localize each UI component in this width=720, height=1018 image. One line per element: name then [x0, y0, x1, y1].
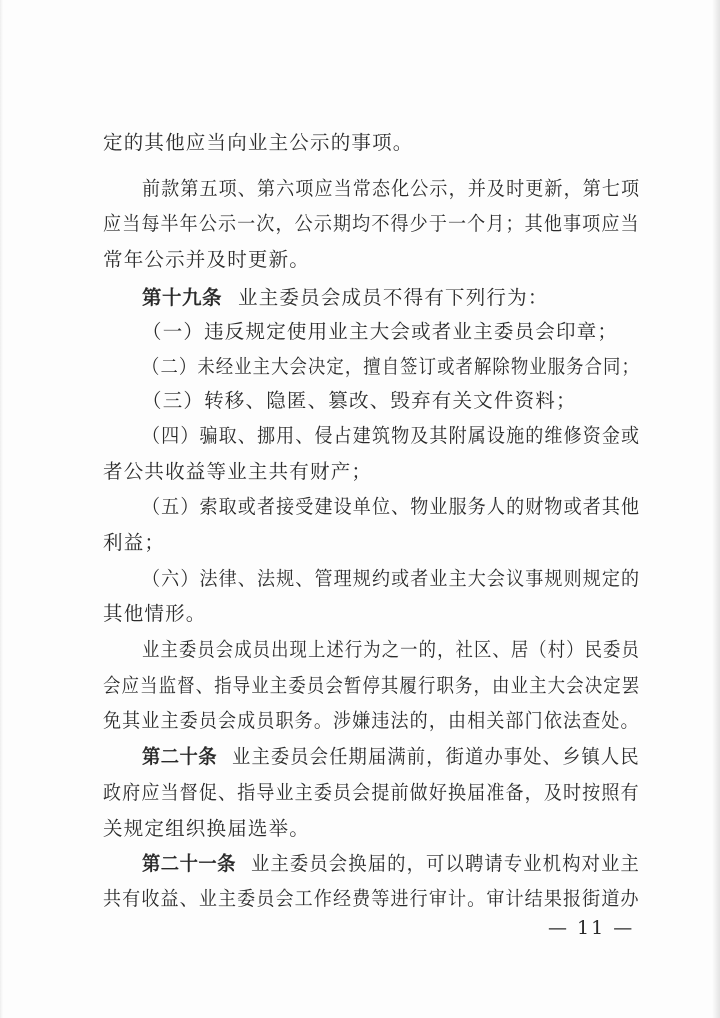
text-line-7: （二）未经业主大会决定，擅自签订或者解除物业服务合同；	[142, 355, 640, 378]
text-line-1: 定的其他应当向业主公示的事项。	[103, 131, 414, 154]
text-line-6: （一）违反规定使用业主大会或者业主委员会印章；	[142, 320, 619, 343]
text-line-11: （五）索取或者接受建设单位、物业服务人的财物或者其他	[142, 495, 641, 518]
text-line-14: 其他情形。	[103, 602, 207, 625]
text-line-10: 者公共收益等业主共有财产；	[103, 460, 373, 483]
text-line-16: 会应当监督、指导业主委员会暂停其履行职务，由业主大会决定罢	[103, 674, 641, 697]
article-19-text: 业主委员会成员不得有下列行为：	[238, 286, 549, 309]
article-19-line	[142, 286, 549, 310]
page-number: — 11 —	[548, 917, 635, 939]
text-line-8: （三）转移、隐匿、篡改、毁弃有关文件资料；	[142, 389, 577, 412]
article-19-heading: 第十九条	[142, 286, 223, 309]
article-20-text: 业主委员会任期届满前，街道办事处、乡镇人民	[232, 745, 640, 768]
article-21-text: 业主委员会换届的，可以聘请专业机构对业主	[251, 852, 641, 875]
text-line-13: （六）法律、法规、管理规约或者业主大会议事规则规定的	[142, 567, 641, 590]
article-21-line	[142, 852, 640, 876]
text-line-20: 关规定组织换届选举。	[103, 817, 311, 840]
text-line-15: 业主委员会成员出现上述行为之一的，社区、居（村）民委员	[142, 638, 640, 661]
text-line-17: 免其业主委员会成员职务。涉嫌违法的，由相关部门依法查处。	[103, 709, 640, 732]
page-edge-shadow	[712, 0, 720, 1018]
text-line-4: 常年公示并及时更新。	[103, 248, 311, 271]
article-20-line	[142, 745, 640, 769]
text-line-22: 共有收益、业主委员会工作经费等进行审计。审计结果报街道办	[103, 887, 640, 910]
article-21-heading: 第二十一条	[142, 852, 236, 875]
text-line-9: （四）骗取、挪用、侵占建筑物及其附属设施的维修资金或	[142, 424, 641, 447]
article-20-heading: 第二十条	[142, 745, 218, 768]
text-line-12: 利益；	[103, 531, 166, 554]
page-edge-left	[0, 0, 3, 1018]
text-line-2: 前款第五项、第六项应当常态化公示，并及时更新，第七项	[142, 177, 641, 200]
text-line-19: 政府应当督促、指导业主委员会提前做好换届准备，及时按照有	[103, 781, 640, 804]
text-line-3: 应当每半年公示一次，公示期均不得少于一个月；其他事项应当	[103, 212, 640, 235]
